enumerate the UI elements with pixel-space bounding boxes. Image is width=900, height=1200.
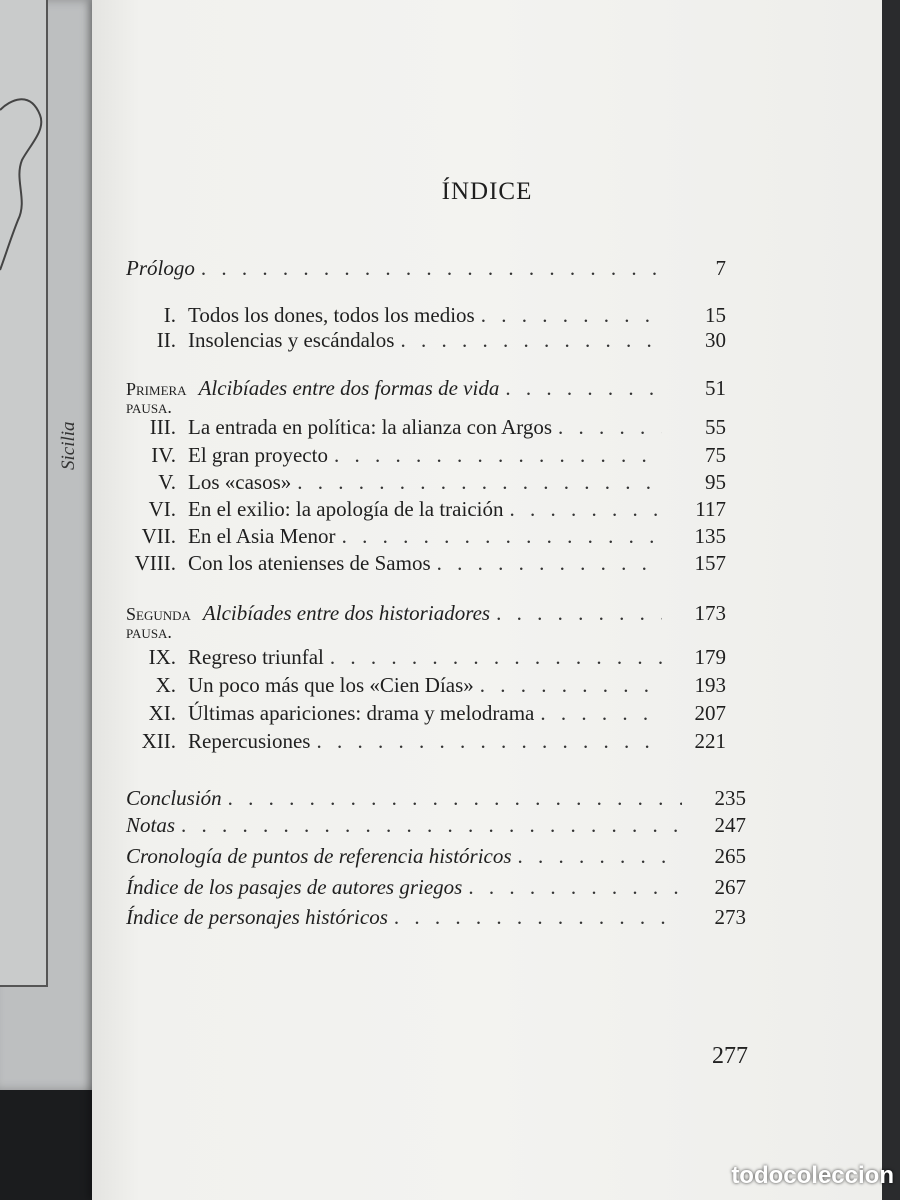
- pause-tag: Segunda pausa.: [126, 604, 191, 642]
- toc-label: Con los atenienses de Samos: [188, 551, 431, 575]
- pause-tag: Primera pausa.: [126, 379, 187, 417]
- chapter-number: X.: [155, 673, 176, 697]
- toc-page: 95: [705, 470, 726, 494]
- leader-dots: [181, 815, 682, 836]
- toc-entry-chapter: [112, 499, 726, 520]
- toc-label: Últimas apariciones: drama y melodrama: [188, 701, 535, 725]
- leader-dots: [316, 731, 662, 752]
- toc-label: Alcibíades entre dos historiadores: [202, 601, 491, 625]
- leader-dots: [468, 877, 682, 898]
- toc-label: Notas: [126, 813, 176, 837]
- toc-label: Regreso triunfal: [188, 645, 324, 669]
- toc-entry-chapter: [112, 675, 726, 696]
- toc-label: El gran proyecto: [188, 443, 328, 467]
- toc-label: En el exilio: la apología de la traición: [188, 497, 504, 521]
- leader-dots: [297, 472, 662, 493]
- page-title: ÍNDICE: [441, 178, 533, 205]
- toc-entry-backmatter: [126, 877, 746, 898]
- chapter-number: II.: [156, 328, 176, 352]
- coastline-drawing: [0, 70, 46, 290]
- leader-dots: [509, 499, 662, 520]
- toc-label: Repercusiones: [188, 729, 311, 753]
- chapter-number: IV.: [151, 443, 176, 467]
- toc-label: Alcibíades entre dos formas de vida: [198, 376, 500, 400]
- toc-label: En el Asia Menor: [188, 524, 336, 548]
- leader-dots: [518, 846, 682, 867]
- toc-page: 15: [705, 303, 726, 327]
- toc-page: 193: [694, 673, 726, 697]
- toc-page: 273: [714, 905, 746, 929]
- toc-page: 55: [705, 415, 726, 439]
- toc-page: 157: [694, 551, 726, 575]
- toc-label: Conclusión: [126, 786, 222, 810]
- watermark: todocoleccion: [731, 1162, 894, 1189]
- toc-page: 235: [714, 786, 746, 810]
- chapter-number: III.: [149, 415, 176, 439]
- toc-page: 265: [714, 844, 746, 868]
- toc-entry-chapter: [112, 472, 726, 493]
- leader-dots: [540, 703, 662, 724]
- facing-page: [0, 0, 100, 1090]
- toc-entry-prologue: [126, 258, 726, 279]
- leader-dots: [334, 445, 662, 466]
- toc-label: Un poco más que los «Cien Días»: [188, 673, 474, 697]
- toc-entry-backmatter: [126, 907, 746, 928]
- chapter-number: IX.: [148, 645, 176, 669]
- toc-entry-backmatter: [126, 815, 746, 836]
- leader-dots: [496, 603, 662, 624]
- toc-page: 51: [705, 376, 726, 400]
- toc-label: Los «casos»: [188, 470, 292, 494]
- toc-label: Índice de personajes históricos: [126, 905, 388, 929]
- leader-dots: [394, 907, 682, 928]
- leader-dots: [342, 526, 662, 547]
- chapter-number: XII.: [141, 729, 176, 753]
- toc-entry-backmatter: [126, 846, 746, 867]
- toc-page: 247: [714, 813, 746, 837]
- toc-page: 207: [694, 701, 726, 725]
- leader-dots: [480, 675, 662, 696]
- table-of-contents: [92, 0, 882, 1200]
- toc-page: 30: [705, 328, 726, 352]
- toc-entry-chapter: [112, 305, 726, 326]
- leader-dots: [437, 553, 662, 574]
- toc-page: 7: [715, 256, 726, 280]
- toc-label: Cronología de puntos de referencia históricos: [126, 844, 512, 868]
- toc-entry-chapter: [112, 526, 726, 547]
- toc-entry-backmatter: [126, 788, 746, 809]
- leader-dots: [505, 378, 662, 399]
- toc-label: La entrada en política: la alianza con Argos: [188, 415, 553, 439]
- toc-page: 179: [694, 645, 726, 669]
- page-number: 277: [712, 1043, 748, 1069]
- toc-page: 173: [694, 601, 726, 625]
- toc-page: 267: [714, 875, 746, 899]
- chapter-number: V.: [158, 470, 176, 494]
- toc-entry-chapter: [112, 330, 726, 351]
- chapter-number: I.: [163, 303, 176, 327]
- chapter-number: XI.: [148, 701, 176, 725]
- map-fragment: [0, 0, 48, 987]
- book-page: [92, 0, 882, 1200]
- toc-label: Índice de los pasajes de autores griegos: [126, 875, 463, 899]
- toc-label: Todos los dones, todos los medios: [188, 303, 475, 327]
- toc-entry-chapter: [112, 731, 726, 752]
- toc-entry-chapter: [112, 445, 726, 466]
- toc-entry-pause: [126, 378, 726, 416]
- leader-dots: [481, 305, 662, 326]
- toc-page: 221: [694, 729, 726, 753]
- chapter-number: VIII.: [134, 551, 176, 575]
- toc-entry-chapter: [112, 647, 726, 668]
- map-side-label: Sicilia: [58, 421, 79, 470]
- toc-page: 117: [695, 497, 726, 521]
- toc-entry-chapter: [112, 703, 726, 724]
- leader-dots: [330, 647, 662, 668]
- chapter-number: VII.: [141, 524, 176, 548]
- toc-entry-chapter: [112, 553, 726, 574]
- toc-page: 75: [705, 443, 726, 467]
- toc-label: Insolencias y escándalos: [188, 328, 395, 352]
- leader-dots: [228, 788, 682, 809]
- background-edge: [882, 0, 900, 1200]
- chapter-number: VI.: [148, 497, 176, 521]
- toc-entry-pause: [126, 603, 726, 641]
- toc-label: Prólogo: [126, 256, 195, 280]
- leader-dots: [558, 417, 662, 438]
- toc-page: 135: [694, 524, 726, 548]
- toc-entry-chapter: [112, 417, 726, 438]
- leader-dots: [400, 330, 662, 351]
- leader-dots: [201, 258, 662, 279]
